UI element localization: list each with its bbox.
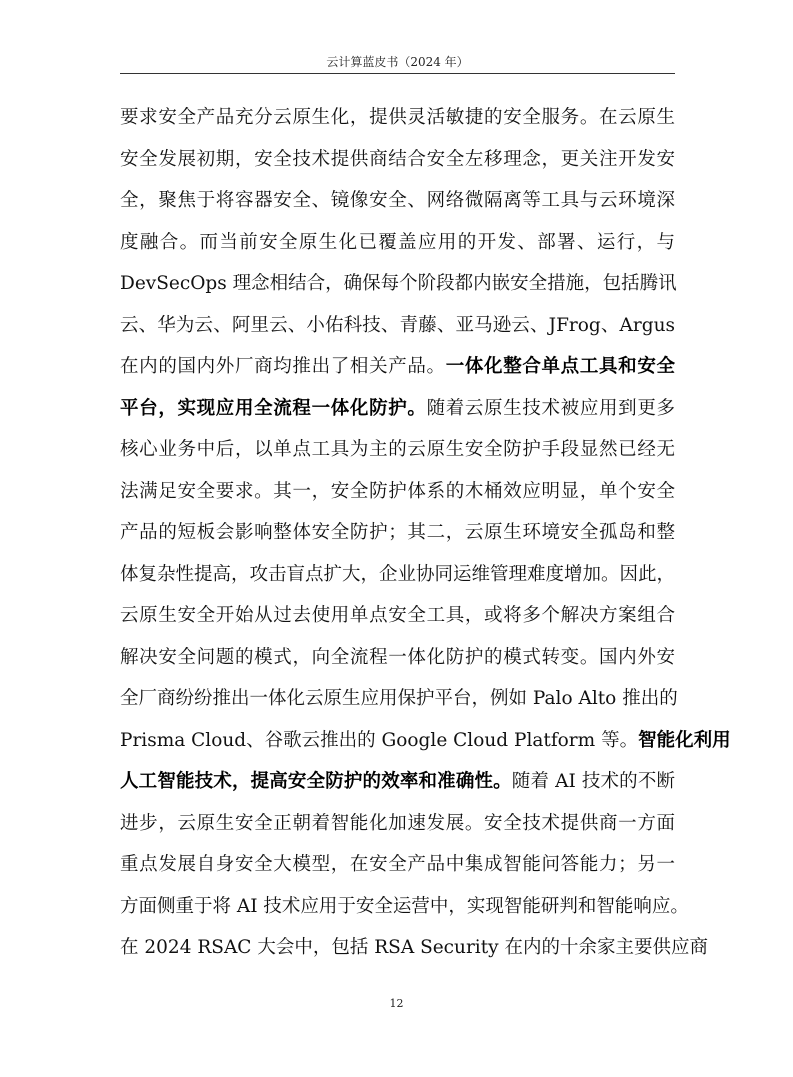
text-line	[120, 471, 675, 513]
text-line	[120, 222, 675, 264]
text-segment: 核心业务中后，以单点工具为主的云原生安全防护手段显然已经无	[120, 439, 675, 460]
text-segment: 解决安全问题的模式，向全流程一体化防护的模式转变。国内外安	[120, 646, 675, 668]
body-text	[120, 97, 731, 969]
text-line	[120, 139, 675, 181]
text-segment: 随着云原生技术被应用到更多	[426, 397, 675, 419]
running-header: 云计算蓝皮书（2024 年）	[326, 55, 469, 69]
text-segment: 法满足安全要求。其一，安全防护体系的木桶效应明显，单个安全	[120, 480, 675, 502]
bold-text-segment: 智能化利用	[638, 729, 731, 751]
text-segment: 全厂商纷纷推出一体化云原生应用保护平台，例如 Palo Alto 推出的	[120, 688, 678, 709]
text-segment: 云原生安全开始从过去使用单点安全工具，或将多个解决方案组合	[120, 605, 675, 626]
text-line	[120, 97, 675, 139]
text-line	[120, 803, 675, 845]
text-line	[120, 305, 675, 347]
text-segment: Prisma Cloud、谷歌云推出的 Google Cloud Platform 等。	[120, 729, 639, 751]
text-segment: DevSecOps 理念相结合，确保每个阶段都内嵌安全措施，包括腾讯	[120, 273, 677, 294]
text-segment: 要求安全产品充分云原生化，提供灵活敏捷的安全服务。在云原生	[120, 107, 675, 128]
text-line	[120, 388, 675, 430]
text-segment: 度融合。而当前安全原生化已覆盖应用的开发、部署、运行，与	[120, 231, 675, 253]
text-segment: 云、华为云、阿里云、小佑科技、青藤、亚马逊云、JFrog、Argus	[120, 314, 675, 336]
header-divider	[120, 73, 675, 74]
bold-text-segment: 平台，实现应用全流程一体化防护。	[120, 397, 427, 419]
text-line	[120, 844, 675, 886]
text-segment: 安全发展初期，安全技术提供商结合安全左移理念，更关注开发安	[120, 148, 675, 170]
text-segment: 方面侧重于将 AI 技术应用于安全运营中，实现智能研判和智能响应。	[120, 895, 689, 917]
text-segment: 在 2024 RSAC 大会中，包括 RSA Security 在内的十余家主要供应商	[120, 937, 708, 958]
text-line	[120, 429, 675, 471]
text-line	[120, 346, 675, 388]
page-number: 12	[389, 997, 404, 1010]
text-segment: 随着 AI 技术的不断	[511, 771, 675, 792]
text-line	[120, 595, 675, 637]
text-segment: 在内的国内外厂商均推出了相关产品。	[120, 356, 446, 377]
bold-text-segment: 一体化整合单点工具和安全	[445, 356, 675, 377]
text-line	[120, 263, 675, 305]
text-segment: 重点发展自身安全大模型，在安全产品中集成智能问答能力；另一	[120, 854, 675, 875]
text-segment: 体复杂性提高，攻击盲点扩大，企业协同运维管理难度增加。因此，	[120, 563, 676, 585]
text-line	[120, 637, 675, 679]
text-line	[120, 886, 689, 928]
text-line	[120, 512, 675, 554]
text-line	[120, 927, 708, 969]
bold-text-segment: 人工智能技术，提高安全防护的效率和准确性。	[120, 771, 512, 792]
text-line	[120, 720, 731, 762]
text-segment: 进步，云原生安全正朝着智能化加速发展。安全技术提供商一方面	[120, 812, 675, 834]
text-segment: 全，聚焦于将容器安全、镜像安全、网络微隔离等工具与云环境深	[120, 190, 675, 211]
text-line	[120, 180, 675, 222]
text-line	[120, 678, 678, 720]
text-segment: 产品的短板会影响整体安全防护；其二，云原生环境安全孤岛和整	[120, 522, 675, 543]
text-line	[120, 554, 675, 596]
text-line	[120, 761, 675, 803]
